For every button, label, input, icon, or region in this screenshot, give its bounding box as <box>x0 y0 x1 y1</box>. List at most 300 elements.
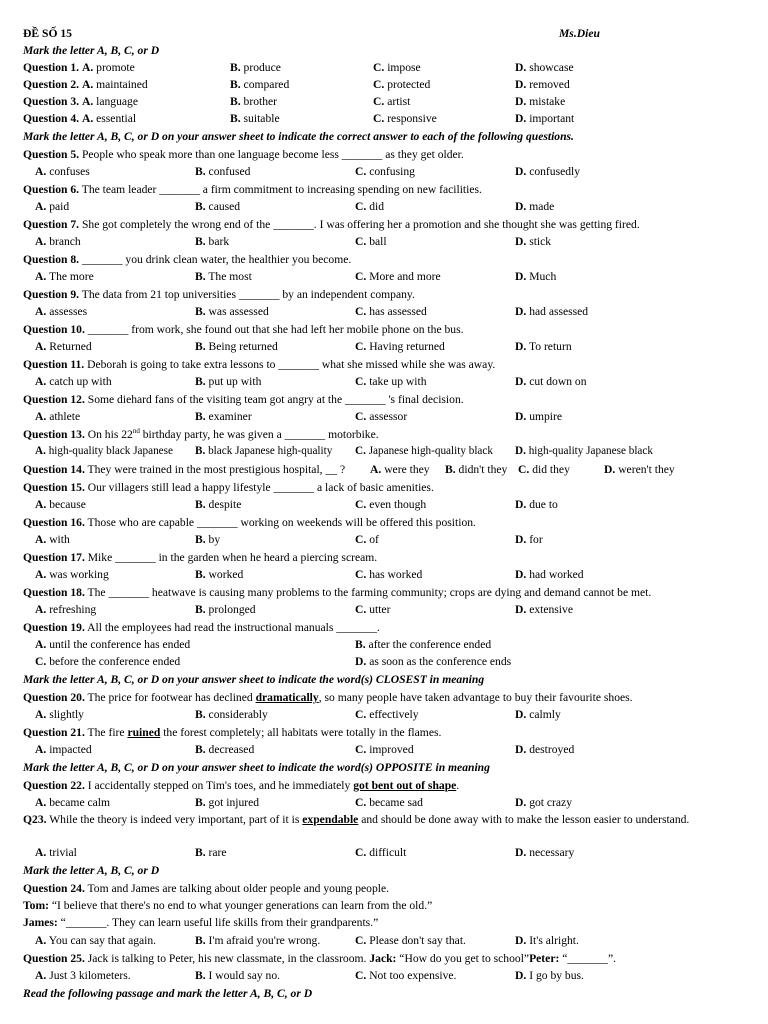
option-letter: A. <box>35 410 47 423</box>
option-letter: B. <box>195 796 206 809</box>
q18-option-d <box>515 601 573 619</box>
question-text: Deborah is going to take extra lessons to _______ what she missed while she was away. <box>84 358 496 371</box>
option-letter: B. <box>195 410 206 423</box>
option-text: black Japanese high-quality <box>208 445 333 457</box>
question-text: While the theory is indeed very important, part of it is <box>46 813 303 826</box>
option-letter: A. <box>35 969 47 982</box>
q3-option-d: mistake <box>529 95 566 108</box>
question-8-stem <box>23 251 745 269</box>
option-text: rare <box>208 846 227 859</box>
q22-option-a <box>35 794 110 812</box>
option-text: did they <box>532 463 570 476</box>
q25-option-b <box>195 967 280 985</box>
option-letter: D. <box>515 375 527 388</box>
option-text: Not too expensive. <box>369 969 457 982</box>
q7-option-c <box>355 233 387 251</box>
question-label: Question 10. <box>23 323 85 336</box>
option-text: take up with <box>369 375 427 388</box>
key-word: dramatically <box>255 691 319 704</box>
exam-title: ĐỀ SỐ 15 <box>23 27 72 40</box>
dialogue-line <box>23 897 745 915</box>
option-text: confusedly <box>529 165 581 178</box>
q20-option-d <box>515 706 561 724</box>
question-2: Question 2. A. maintained B. compared C. protected D. removed <box>23 78 570 91</box>
option-text: assessor <box>369 410 408 423</box>
option-letter: B. <box>195 445 206 457</box>
question-label: Question 24. <box>23 882 85 895</box>
option-letter: B. <box>195 846 206 859</box>
q20-option-a <box>35 706 84 724</box>
question-label: Question 22. <box>23 779 85 792</box>
option-text: assesses <box>49 305 88 318</box>
option-letter: C. <box>355 568 367 581</box>
q3-option-a: language <box>96 95 138 108</box>
q15-option-a <box>35 496 86 514</box>
question-14-stem <box>23 461 383 479</box>
option-text: I go by bus. <box>529 969 584 982</box>
q15-option-b <box>195 496 241 514</box>
question-text: The fire <box>84 726 128 739</box>
dialogue-text: “How do you get to school” <box>396 952 530 965</box>
option-letter: D. <box>515 270 527 283</box>
option-letter: A. <box>35 340 47 353</box>
option-letter: A. <box>35 235 47 248</box>
q13-option-d <box>515 443 653 461</box>
question-21-stem <box>23 724 745 742</box>
option-text: did <box>369 200 385 213</box>
question-12-stem <box>23 391 745 409</box>
question-10-stem <box>23 321 745 339</box>
option-text: prolonged <box>208 603 256 616</box>
q6-option-d <box>515 198 554 216</box>
option-text: worked <box>208 568 244 581</box>
option-letter: C. <box>355 846 367 859</box>
q17-option-c <box>355 566 422 584</box>
option-text: confused <box>208 165 251 178</box>
option-letter: A. <box>35 796 47 809</box>
option-text: made <box>529 200 555 213</box>
speaker: Tom: <box>23 899 49 912</box>
question-text: _______ you drink clean water, the healthier you become. <box>79 253 352 266</box>
option-letter: A. <box>35 200 47 213</box>
question-text: the forest completely; all habitats were totally in the flames. <box>160 726 442 739</box>
option-text: became calm <box>49 796 111 809</box>
question-text: Tom and James are talking about older people and young people. <box>84 882 390 895</box>
option-letter: B. <box>195 270 206 283</box>
question-text: On his 22 <box>84 428 133 441</box>
q25-option-d <box>515 967 584 985</box>
option-text: paid <box>49 200 70 213</box>
question-text: birthday party, he was given a _______ motorbike. <box>139 428 379 441</box>
question-18-stem <box>23 584 745 602</box>
option-letter: D. <box>515 235 527 248</box>
option-text: confuses <box>49 165 90 178</box>
question-label: Question 6. <box>23 183 80 196</box>
q10-option-d <box>515 338 572 356</box>
question-7-stem <box>23 216 745 234</box>
q2-option-a: maintained <box>96 78 148 91</box>
option-text: by <box>208 533 221 546</box>
option-text: umpire <box>529 410 563 423</box>
question-9-stem <box>23 286 745 304</box>
option-text: I would say no. <box>208 969 281 982</box>
option-letter: D. <box>515 743 527 756</box>
option-letter: A. <box>35 165 47 178</box>
key-word: got bent out of shape <box>353 779 457 792</box>
speaker: Jack: <box>369 952 397 965</box>
q13-option-a <box>35 443 173 461</box>
option-text: of <box>369 533 379 546</box>
q17-option-a <box>35 566 109 584</box>
option-text: utter <box>369 603 391 616</box>
q8-option-c <box>355 268 441 286</box>
option-letter: B. <box>195 165 206 178</box>
option-letter: B. <box>195 708 206 721</box>
q14-option-c <box>518 461 570 479</box>
question-text: , so many people have taken advantage to buy their favourite shoes. <box>318 691 633 704</box>
option-text: despite <box>208 498 242 511</box>
dialogue-text: “_______. They can learn useful life skills from their grandparents.” <box>57 916 379 929</box>
option-letter: D. <box>515 934 527 947</box>
option-letter: C. <box>355 445 366 457</box>
question-label: Question 19. <box>23 621 85 634</box>
question-25-stem <box>23 950 745 968</box>
q4-option-d: important <box>529 112 575 125</box>
question-22-stem <box>23 777 745 795</box>
option-text: didn't they <box>458 463 508 476</box>
option-letter: A. <box>35 603 47 616</box>
option-letter: C. <box>518 463 530 476</box>
q5-option-b <box>195 163 250 181</box>
question-text: . <box>456 779 460 792</box>
question-label: Question 12. <box>23 393 85 406</box>
q17-option-b <box>195 566 243 584</box>
dialogue-text: “I believe that there's no end to what younger generations can learn from the old.” <box>48 899 433 912</box>
option-text: You can say that again. <box>48 934 157 947</box>
question-label: Question 5. <box>23 148 80 161</box>
option-text: Much <box>529 270 557 283</box>
q24-option-a <box>35 932 156 950</box>
option-letter: C. <box>355 165 367 178</box>
option-letter: D. <box>515 603 527 616</box>
q24-option-c <box>355 932 466 950</box>
question-24-stem <box>23 880 745 898</box>
option-letter: C. <box>355 743 367 756</box>
option-text: bark <box>208 235 230 248</box>
option-text: trivial <box>49 846 77 859</box>
option-text: caused <box>208 200 241 213</box>
q3-option-b: brother <box>243 95 278 108</box>
option-text: was assessed <box>208 305 269 318</box>
option-text: It's alright. <box>529 934 579 947</box>
q11-option-c <box>355 373 427 391</box>
q5-option-c <box>355 163 415 181</box>
option-text: athlete <box>49 410 81 423</box>
option-letter: B. <box>195 533 206 546</box>
option-text: weren't they <box>618 463 675 476</box>
question-23-stem <box>23 812 739 828</box>
q20-option-c <box>355 706 419 724</box>
q14-option-d <box>604 461 675 479</box>
option-text: as soon as the conference ends <box>369 655 512 668</box>
q9-option-b <box>195 303 269 321</box>
q15-option-d <box>515 496 558 514</box>
instruction-3: Mark the letter A, B, C, or D on your answer sheet to indicate the word(s) CLOSEST in meaning <box>23 673 485 686</box>
option-letter: D. <box>355 655 367 668</box>
question-text: Some diehard fans of the visiting team got angry at the _______ 's final decision. <box>84 393 464 406</box>
question-11-stem <box>23 356 745 374</box>
instruction-4: Mark the letter A, B, C, or D on your answer sheet to indicate the word(s) OPPOSITE in meaning <box>23 761 490 774</box>
q9-option-d <box>515 303 588 321</box>
option-text: The more <box>48 270 94 283</box>
instruction-5: Mark the letter A, B, C, or D <box>23 864 160 877</box>
option-text: I'm afraid you're wrong. <box>208 934 321 947</box>
q21-option-c <box>355 741 414 759</box>
question-text: The _______ heatwave is causing many problems to the farming community; crops are dying and demand cannot be met. <box>84 586 652 599</box>
instruction-2: Mark the letter A, B, C, or D on your answer sheet to indicate the correct answer to each of the following questions. <box>23 130 574 143</box>
option-letter: B. <box>195 568 206 581</box>
q4-option-c: responsive <box>387 112 437 125</box>
q8-option-a <box>35 268 94 286</box>
question-19-stem <box>23 619 745 637</box>
speaker: Peter: <box>529 952 560 965</box>
q14-option-a <box>370 461 430 479</box>
option-letter: A. <box>370 463 382 476</box>
q7-option-d <box>515 233 551 251</box>
q22-option-c <box>355 794 423 812</box>
question-label: Question 8. <box>23 253 80 266</box>
q19-option-c <box>35 653 180 671</box>
option-letter: C. <box>355 410 367 423</box>
option-text: refreshing <box>49 603 97 616</box>
option-letter: A. <box>35 270 47 283</box>
question-text: They were trained in the most prestigious hospital, __ ? <box>84 463 346 476</box>
option-letter: D. <box>515 410 527 423</box>
question-label: Question 7. <box>23 218 80 231</box>
q18-option-b <box>195 601 256 619</box>
question-1: Question 1. A. promote B. produce C. impose D. showcase <box>23 61 574 74</box>
question-text: Those who are capable _______ working on weekends will be offered this position. <box>84 516 476 529</box>
option-letter: B. <box>195 200 206 213</box>
question-text: and should be done away with to make the lesson easier to understand. <box>358 813 690 826</box>
q24-option-d <box>515 932 579 950</box>
q9-option-c <box>355 303 427 321</box>
question-text: The price for footwear has declined <box>84 691 256 704</box>
q20-option-b <box>195 706 268 724</box>
option-text: had assessed <box>529 305 589 318</box>
question-20-stem <box>23 689 745 707</box>
question-label: Question 17. <box>23 551 85 564</box>
option-text: slightly <box>49 708 84 721</box>
option-text: decreased <box>208 743 255 756</box>
q19-option-d <box>355 653 511 671</box>
question-17-stem <box>23 549 745 567</box>
q13-option-b <box>195 443 332 461</box>
key-word: ruined <box>127 726 161 739</box>
option-text: necessary <box>529 846 575 859</box>
key-word: expendable <box>302 813 359 826</box>
question-text: _______ from work, she found out that she had left her mobile phone on the bus. <box>84 323 464 336</box>
option-letter: A. <box>35 568 47 581</box>
option-letter: C. <box>355 934 367 947</box>
q25-option-a <box>35 967 131 985</box>
question-label: Question 9. <box>23 288 80 301</box>
q6-option-b <box>195 198 240 216</box>
q12-option-d <box>515 408 562 426</box>
question-label: Question 15. <box>23 481 85 494</box>
option-letter: B. <box>195 235 206 248</box>
question-label: Q23. <box>23 813 47 826</box>
q23-option-c <box>355 844 406 862</box>
option-letter: A. <box>35 445 46 457</box>
q6-option-c <box>355 198 384 216</box>
question-text: The data from 21 top universities _______ by an independent company. <box>79 288 415 301</box>
q21-option-b <box>195 741 254 759</box>
question-label: Question 11. <box>23 358 85 371</box>
option-letter: D. <box>515 568 527 581</box>
option-text: Returned <box>49 340 92 353</box>
option-letter: A. <box>35 743 47 756</box>
option-letter: C. <box>355 305 367 318</box>
superscript: nd <box>132 427 140 436</box>
option-letter: C. <box>355 969 367 982</box>
speaker: James: <box>23 916 58 929</box>
option-text: ball <box>369 235 387 248</box>
option-letter: A. <box>35 846 47 859</box>
q11-option-d <box>515 373 587 391</box>
q19-option-a <box>35 636 190 654</box>
question-label: Question 16. <box>23 516 85 529</box>
q2-option-d: removed <box>529 78 570 91</box>
option-letter: B. <box>195 498 206 511</box>
q4-option-a: essential <box>96 112 137 125</box>
question-text: She got completely the wrong end of the _______. I was offering her a promotion and she thought she was getting fired. <box>79 218 640 231</box>
q1-option-b: produce <box>243 61 281 74</box>
option-letter: D. <box>515 796 527 809</box>
option-text: Just 3 kilometers. <box>49 969 131 982</box>
option-letter: C. <box>355 375 367 388</box>
option-letter: D. <box>515 340 527 353</box>
q21-option-d <box>515 741 574 759</box>
option-text: for <box>529 533 543 546</box>
option-letter: A. <box>35 533 47 546</box>
option-letter: B. <box>445 463 456 476</box>
option-letter: B. <box>355 638 366 651</box>
option-text: Japanese high-quality black <box>368 445 493 457</box>
question-16-stem <box>23 514 745 532</box>
q16-option-b <box>195 531 220 549</box>
option-letter: D. <box>515 846 527 859</box>
q12-option-c <box>355 408 407 426</box>
question-label: Question 20. <box>23 691 85 704</box>
option-letter: D. <box>515 533 527 546</box>
option-letter: B. <box>195 934 206 947</box>
author: Ms.Dieu <box>559 27 600 40</box>
option-text: calmly <box>529 708 561 721</box>
question-text: Our villagers still lead a happy lifestyle _______ a lack of basic amenities. <box>84 481 434 494</box>
q22-option-b <box>195 794 259 812</box>
option-letter: D. <box>515 498 527 511</box>
option-letter: C. <box>355 340 367 353</box>
q25-option-c <box>355 967 456 985</box>
option-letter: D. <box>515 969 527 982</box>
question-3: Question 3. A. language B. brother C. artist D. mistake <box>23 95 566 108</box>
question-text: All the employees had read the instructional manuals _______. <box>84 621 380 634</box>
option-text: branch <box>49 235 81 248</box>
option-text: confusing <box>369 165 415 178</box>
q23-option-a <box>35 844 77 862</box>
q8-option-b <box>195 268 252 286</box>
q16-option-d <box>515 531 543 549</box>
q4-option-b: suitable <box>243 112 280 125</box>
option-text: has assessed <box>369 305 427 318</box>
dialogue-text: “_______”. <box>559 952 616 965</box>
option-letter: B. <box>195 340 206 353</box>
option-letter: C. <box>355 235 367 248</box>
option-text: extensive <box>529 603 573 616</box>
q7-option-b <box>195 233 229 251</box>
option-text: catch up with <box>49 375 112 388</box>
option-letter: D. <box>515 445 526 457</box>
question-13-stem <box>23 426 745 444</box>
q21-option-a <box>35 741 92 759</box>
option-text: impacted <box>49 743 92 756</box>
q13-option-c <box>355 443 493 461</box>
option-text: high-quality Japanese black <box>528 445 653 457</box>
q23-option-b <box>195 844 227 862</box>
option-text: destroyed <box>529 743 575 756</box>
option-text: until the conference has ended <box>49 638 191 651</box>
q19-option-b <box>355 636 491 654</box>
instruction-1: Mark the letter A, B, C, or D <box>23 44 160 57</box>
option-text: even though <box>369 498 427 511</box>
header <box>23 25 745 43</box>
q16-option-a <box>35 531 70 549</box>
option-letter: C. <box>355 270 367 283</box>
question-label: Question 14. <box>23 463 85 476</box>
option-letter: D. <box>515 200 527 213</box>
q11-option-b <box>195 373 261 391</box>
question-text: Jack is talking to Peter, his new classmate, in the classroom. <box>84 952 370 965</box>
q2-option-c: protected <box>387 78 431 91</box>
option-text: has worked <box>369 568 423 581</box>
option-letter: D. <box>515 708 527 721</box>
q8-option-d <box>515 268 556 286</box>
q1-option-c: impose <box>387 61 421 74</box>
question-label: Question 13. <box>23 428 85 441</box>
option-text: because <box>49 498 86 511</box>
q15-option-c <box>355 496 426 514</box>
q7-option-a <box>35 233 81 251</box>
question-label: Question 21. <box>23 726 85 739</box>
option-text: To return <box>528 340 572 353</box>
option-text: before the conference ended <box>49 655 181 668</box>
option-text: were they <box>384 463 430 476</box>
option-letter: C. <box>355 796 367 809</box>
option-letter: C. <box>355 498 367 511</box>
option-letter: B. <box>195 305 206 318</box>
option-text: with <box>49 533 70 546</box>
q18-option-c <box>355 601 390 619</box>
option-letter: D. <box>604 463 616 476</box>
option-text: became sad <box>369 796 423 809</box>
instruction-6: Read the following passage and mark the letter A, B, C, or D <box>23 987 313 1000</box>
option-text: cut down on <box>529 375 587 388</box>
q11-option-a <box>35 373 112 391</box>
option-letter: A. <box>35 305 47 318</box>
option-letter: C. <box>355 603 367 616</box>
question-15-stem <box>23 479 745 497</box>
